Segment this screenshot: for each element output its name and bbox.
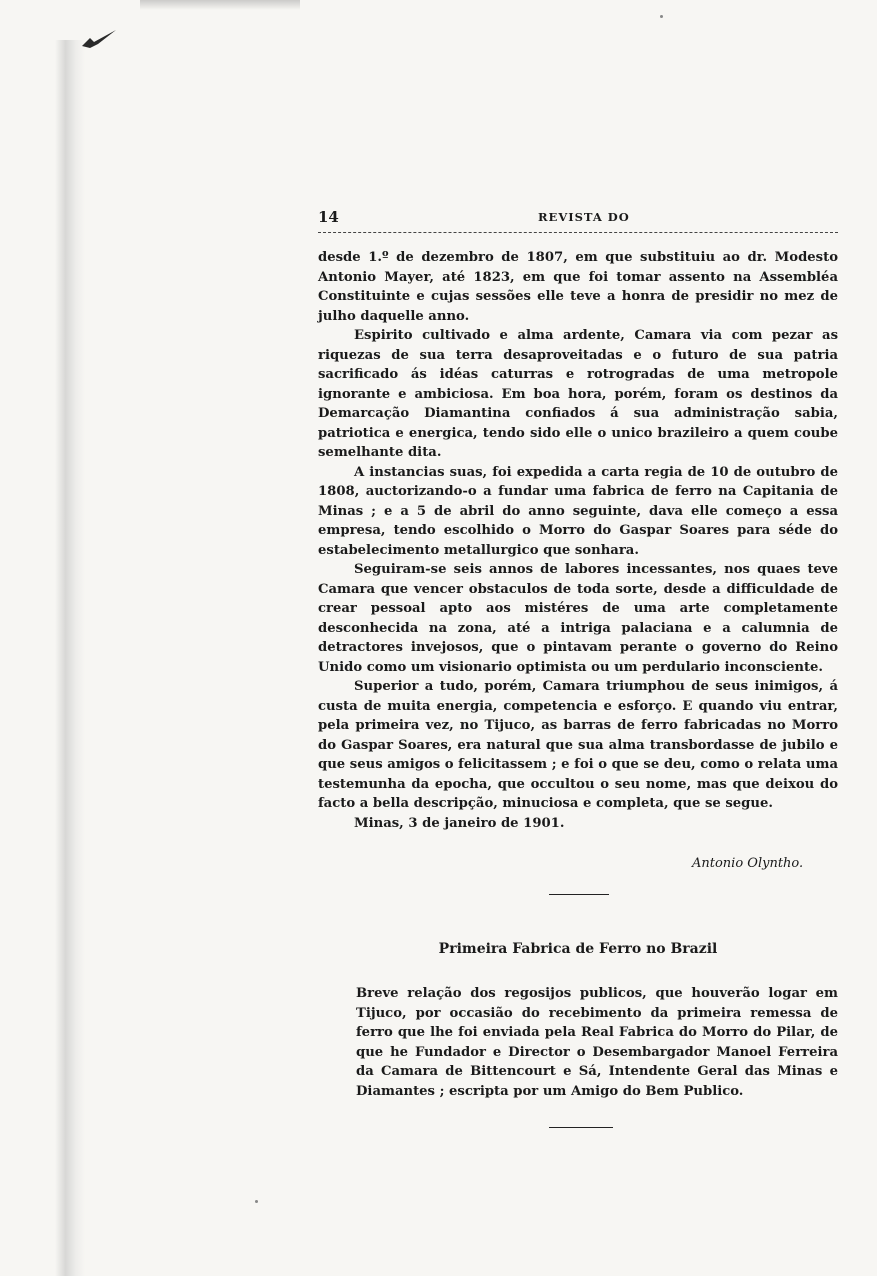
page-number: 14: [318, 208, 339, 226]
paragraph: A instancias suas, foi expedida a carta regia de 10 de outubro de 1808, auctorizando-o a fundar uma fabrica de ferro na Capitania de Minas ; e a 5 de abril do anno seguinte, dava elle começo a essa empresa, tendo escolhido o Morro do Gaspar Soares para séde do estabelecimento metallurgico que sonhara.: [318, 464, 838, 558]
intro-paragraph: Breve relação dos regosijos publicos, que houverão logar em Tijuco, por occasião do recebimento da primeira remessa de ferro que lhe foi enviada pela Real Fabrica do Morro do Pilar, de que he Fundador e Director o Desembargador Manoel Ferreira da Camara de Bittencourt e Sá, Intendente Geral das Minas e Diamantes ; escripta por um Amigo do Bem Publico.: [356, 986, 838, 1099]
section-divider: [549, 894, 609, 895]
place-date: Minas, 3 de janeiro de 1901.: [354, 815, 565, 831]
signature: Antonio Olyntho.: [692, 856, 804, 871]
scan-mark-icon: [80, 28, 120, 50]
section-title: Primeira Fabrica de Ferro no Brazil: [438, 941, 718, 957]
scan-speck: [660, 15, 663, 18]
paragraph: Espirito cultivado e alma ardente, Camara via com pezar as riquezas de sua terra desaproveitadas e o futuro de sua patria sacrificado ás idéas caturras e rotrogradas de uma metropole ignorante e ambiciosa. Em boa hora, porém, foram os destinos da Demarcação Diamantina confiados á sua administração sabia, patriotica e energica, tendo sido elle o unico brazileiro a quem coube semelhante dita.: [318, 328, 838, 460]
scan-smudge: [140, 0, 300, 10]
paragraph: Seguiram-se seis annos de labores incessantes, nos quaes teve Camara que vencer obstaculos de toda sorte, desde a difficuldade de crear pessoal apto aos mistéres de uma arte completamente desconhecida na zona, até a intriga palaciana e a calumnia de detractores invejosos, que o pintavam perante o governo do Reino Unido como um visionario optimista ou um perdulario inconsciente.: [318, 562, 838, 675]
page-header: [318, 208, 838, 228]
running-title: REVISTA DO: [538, 210, 630, 224]
scan-speck: [255, 1200, 258, 1203]
paragraph: desde 1.º de dezembro de 1807, em que substituiu ao dr. Modesto Antonio Mayer, até 1823, em que foi tomar assento na Assembléa Constituinte e cujas sessões elle teve a honra de presidir no mez de julho daquelle anno.: [318, 250, 838, 324]
scan-page-edge: [55, 40, 85, 1276]
paragraph: Superior a tudo, porém, Camara triumphou de seus inimigos, á custa de muita energia, competencia e esforço. E quando viu entrar, pela primeira vez, no Tijuco, as barras de ferro fabricadas no Morro do Gaspar Soares, era natural que sua alma transbordasse de jubilo e que seus amigos o felicitassem ; e foi o que se deu, como o relata uma testemunha da epocha, que occultou o seu nome, mas que deixou do facto a bella descripção, minuciosa e completa, que se segue.: [318, 679, 838, 811]
end-divider: [549, 1127, 613, 1128]
header-rule: [318, 232, 838, 233]
section-intro: [356, 984, 838, 1101]
body-text: [318, 248, 838, 833]
